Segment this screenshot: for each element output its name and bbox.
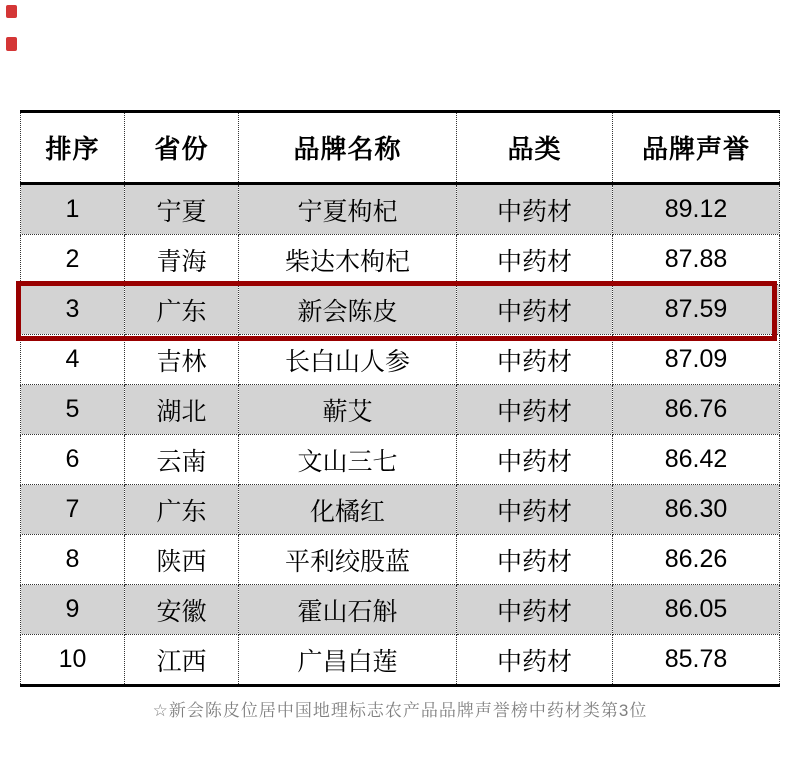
col-header-score: 品牌声誉 [613,112,780,184]
table-row [21,485,780,535]
cell-rank: 10 [21,635,125,686]
cell-rank: 4 [21,335,125,385]
table-row [21,235,780,285]
col-header-province: 省份 [125,112,239,184]
cell-brand: 广昌白莲 [239,635,457,686]
cell-brand: 文山三七 [239,435,457,485]
cell-category: 中药材 [457,385,613,435]
cell-rank: 1 [21,184,125,235]
cell-province: 广东 [125,485,239,535]
cell-province: 吉林 [125,335,239,385]
cell-rank: 8 [21,535,125,585]
cell-category: 中药材 [457,535,613,585]
cell-score: 87.09 [613,335,780,385]
cell-rank: 3 [21,285,125,335]
table-row [21,184,780,235]
red-mark-icon [6,5,17,18]
table-body [21,184,780,686]
cell-category: 中药材 [457,435,613,485]
table-row [21,435,780,485]
cell-category: 中药材 [457,285,613,335]
cell-brand: 宁夏枸杞 [239,184,457,235]
brand-reputation-table [20,110,780,687]
cell-category: 中药材 [457,235,613,285]
col-header-brand: 品牌名称 [239,112,457,184]
cell-province: 江西 [125,635,239,686]
cell-score: 86.42 [613,435,780,485]
cell-score: 86.05 [613,585,780,635]
cell-category: 中药材 [457,335,613,385]
table-row [21,635,780,686]
cell-brand: 霍山石斛 [239,585,457,635]
caption: ☆新会陈皮位居中国地理标志农产品品牌声誉榜中药材类第3位 [152,701,648,720]
cell-brand: 新会陈皮 [239,285,457,335]
cell-score: 86.26 [613,535,780,585]
cell-score: 89.12 [613,184,780,235]
cell-province: 湖北 [125,385,239,435]
cell-brand: 长白山人参 [239,335,457,385]
cell-brand: 柴达木枸杞 [239,235,457,285]
cell-rank: 7 [21,485,125,535]
cell-rank: 9 [21,585,125,635]
col-header-rank: 排序 [21,112,125,184]
cell-score: 86.30 [613,485,780,535]
cell-province: 云南 [125,435,239,485]
cell-score: 87.59 [613,285,780,335]
cell-rank: 5 [21,385,125,435]
cell-province: 青海 [125,235,239,285]
cell-category: 中药材 [457,485,613,535]
table-row [21,535,780,585]
cell-score: 87.88 [613,235,780,285]
header-row [21,112,780,184]
cell-rank: 2 [21,235,125,285]
red-mark-icon [6,37,17,51]
cell-brand: 蕲艾 [239,385,457,435]
cell-province: 广东 [125,285,239,335]
cell-province: 宁夏 [125,184,239,235]
cell-rank: 6 [21,435,125,485]
table-row [21,385,780,435]
cell-category: 中药材 [457,184,613,235]
cell-score: 86.76 [613,385,780,435]
table-row [21,585,780,635]
table-row-highlighted [21,285,780,335]
col-header-category: 品类 [457,112,613,184]
cell-score: 85.78 [613,635,780,686]
cell-brand: 化橘红 [239,485,457,535]
cell-province: 安徽 [125,585,239,635]
cell-province: 陕西 [125,535,239,585]
cell-category: 中药材 [457,585,613,635]
cell-category: 中药材 [457,635,613,686]
cell-brand: 平利绞股蓝 [239,535,457,585]
table-row [21,335,780,385]
